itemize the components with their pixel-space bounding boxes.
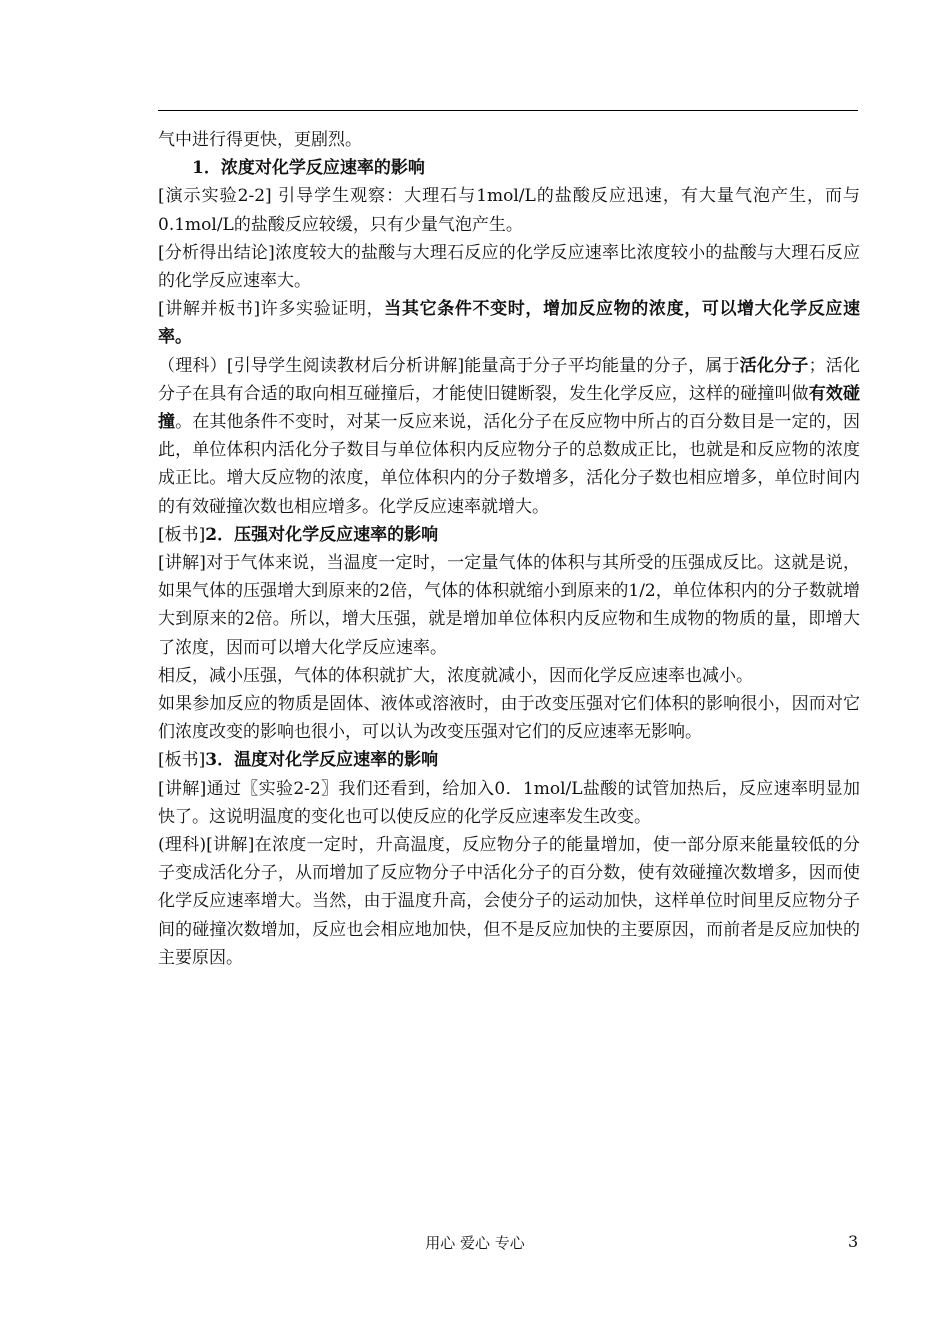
paragraph <box>158 126 860 154</box>
paragraph <box>158 239 860 295</box>
paragraph <box>158 295 860 351</box>
text-run: [讲解并板书]许多实验证明， <box>158 299 385 320</box>
bold-text: 3．温度对化学反应速率的影响 <box>205 750 439 771</box>
paragraph <box>158 549 860 662</box>
text-run: [讲解]对于气体来说，当温度一定时，一定量气体的体积与其所受的压强成反比。这就是说，如果气体的压强增大到原来的2倍，气体的体积就缩小到原来的1/2，单位体积内的分子数就增大到原来的2倍。所以，增大压强，就是增加单位体积内反应物和生成物的物质的量，即增大了浓度，因而可以增大化学反应速率。 <box>158 553 860 658</box>
document-body <box>158 126 860 972</box>
page-number: 3 <box>848 1232 859 1251</box>
text-run: [板书] <box>158 524 206 545</box>
text-run: 。在其他条件不变时，对某一反应来说，活化分子在反应物中所占的百分数目是一定的，因此，单位体积内活化分子数目与单位体积内反应物分子的总数成正比，也就是和反应物的浓度成正比。增大反应物的浓度，单位体积内的分子数增多，活化分子数也相应增多，单位时间内的有效碰撞次数也相应增多。化学反应速率就增大。 <box>158 412 860 517</box>
paragraph <box>158 746 860 774</box>
paragraph <box>158 182 860 238</box>
paragraph <box>158 662 860 690</box>
bold-text: 2．压强对化学反应速率的影响 <box>205 524 439 545</box>
text-run: ；活化分子在具有合适的取向相互碰撞后，才能使旧键断裂，发生化学反应，这样的碰撞叫做 <box>158 355 861 404</box>
paragraph <box>158 352 860 521</box>
text-run: [分析得出结论]浓度较大的盐酸与大理石反应的化学反应速率比浓度较小的盐酸与大理石反应的化学反应速率大。 <box>158 242 860 292</box>
bold-text: 1．浓度对化学反应速率的影响 <box>192 158 425 179</box>
paragraph <box>158 831 860 972</box>
paragraph <box>158 775 860 831</box>
text-run: 如果参加反应的物质是固体、液体或溶液时，由于改变压强对它们体积的影响很小，因而对它们浓度改变的影响也很小，可以认为改变压强对它们的反应速率无影响。 <box>158 694 860 743</box>
text-run: 气中进行得更快，更剧烈。 <box>158 130 362 150</box>
paragraph <box>158 521 860 549</box>
text-run: 相反，减小压强，气体的体积就扩大，浓度就减小，因而化学反应速率也减小。 <box>158 665 753 686</box>
text-run: (理科)[讲解]在浓度一定时，升高温度，反应物分子的能量增加，使一部分原来能量较低的分子变成活化分子，从而增加了反应物分子中活化分子的百分数，使有效碰撞次数增多，因而使化学反应速率增大。当然，由于温度升高，会使分子的运动加快，这样单位时间里反应物分子间的碰撞次数增加，反应也会相应地加快，但不是反应加快的主要原因，而前者是反应加快的主要原因。 <box>158 835 860 968</box>
bold-text: 当其它条件不变时，增加反应物的浓度，可以增大化学反应速率。 <box>158 299 861 348</box>
bold-text: 活化分子 <box>739 355 809 376</box>
text-run: （理科）[引导学生阅读教材后分析讲解]能量高于分子平均能量的分子，属于 <box>158 355 740 376</box>
bold-text: 有效碰撞 <box>158 383 860 433</box>
footer-slogan: 用心 爱心 专心 <box>425 1234 525 1252</box>
text-run: [板书] <box>158 750 206 771</box>
text-run: [演示实验2-2] 引导学生观察：大理石与1mol/L的盐酸反应迅速，有大量气泡产生，而与0.1mol/L的盐酸反应较缓，只有少量气泡产生。 <box>158 186 860 235</box>
text-run: [讲解]通过〖实验2-2〗我们还看到，给加入0．1mol/L盐酸的试管加热后，反应速率明显加快了。这说明温度的变化也可以使反应的化学反应速率发生改变。 <box>158 778 860 827</box>
paragraph <box>158 690 860 746</box>
header-rule <box>158 110 858 111</box>
paragraph <box>158 154 860 182</box>
